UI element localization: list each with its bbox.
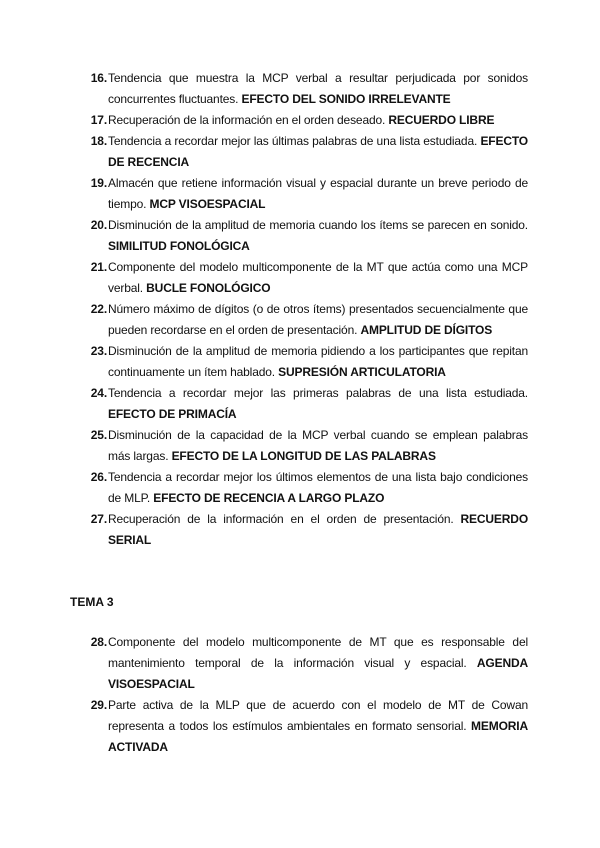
item-description: Almacén que retiene información visual y espacial durante un breve periodo de tiempo. bbox=[108, 176, 528, 211]
item-number: 27. bbox=[90, 512, 107, 526]
list-item bbox=[84, 425, 528, 467]
item-number: 21. bbox=[90, 260, 107, 274]
list-item bbox=[84, 299, 528, 341]
list-item bbox=[84, 467, 528, 509]
list-item bbox=[84, 509, 528, 551]
list-item bbox=[84, 110, 528, 131]
item-answer: SUPRESIÓN ARTICULATORIA bbox=[278, 365, 446, 379]
item-number: 29. bbox=[90, 698, 107, 712]
item-answer: EFECTO DE RECENCIA bbox=[108, 134, 528, 169]
list-item bbox=[84, 695, 528, 758]
list-item bbox=[84, 257, 528, 299]
item-description: Componente del modelo multicomponente de la MT que actúa como una MCP verbal. bbox=[108, 260, 528, 295]
item-description: Tendencia a recordar mejor las primeras palabras de una lista estudiada. bbox=[108, 386, 528, 400]
item-answer: BUCLE FONOLÓGICO bbox=[146, 281, 271, 295]
item-answer: MCP VISOESPACIAL bbox=[149, 197, 266, 211]
item-answer: EFECTO DE PRIMACÍA bbox=[108, 407, 237, 421]
item-number: 19. bbox=[90, 176, 107, 190]
section-heading: TEMA 3 bbox=[70, 595, 114, 609]
list-item bbox=[84, 383, 528, 425]
item-answer: MEMORIA ACTIVADA bbox=[108, 719, 528, 754]
item-answer: EFECTO DE RECENCIA A LARGO PLAZO bbox=[153, 491, 385, 505]
item-number: 22. bbox=[90, 302, 107, 316]
item-number: 23. bbox=[90, 344, 107, 358]
item-description: Disminución de la capacidad de la MCP verbal cuando se emplean palabras más largas. bbox=[108, 428, 528, 463]
list-item bbox=[84, 341, 528, 383]
item-description: Disminución de la amplitud de memoria pidiendo a los participantes que repitan continuamente un ítem hablado. bbox=[108, 344, 528, 379]
list-item bbox=[84, 68, 528, 110]
item-number: 17. bbox=[90, 113, 107, 127]
item-description: Disminución de la amplitud de memoria cuando los ítems se parecen en sonido. bbox=[108, 218, 528, 232]
item-number: 18. bbox=[90, 134, 107, 148]
item-answer: EFECTO DEL SONIDO IRRELEVANTE bbox=[241, 92, 451, 106]
item-description: Parte activa de la MLP que de acuerdo con el modelo de MT de Cowan representa a todos los estímulos ambientales en formato sensorial. bbox=[108, 698, 528, 733]
definitions-list-tema-3 bbox=[84, 632, 528, 758]
item-description: Tendencia a recordar mejor las últimas palabras de una lista estudiada. bbox=[108, 134, 478, 148]
list-item bbox=[84, 632, 528, 695]
list-item bbox=[84, 131, 528, 173]
item-number: 28. bbox=[90, 635, 107, 649]
item-description: Recuperación de la información en el orden de presentación. bbox=[108, 512, 454, 526]
item-answer: EFECTO DE LA LONGITUD DE LAS PALABRAS bbox=[171, 449, 436, 463]
item-number: 25. bbox=[90, 428, 107, 442]
list-item bbox=[84, 173, 528, 215]
item-description: Recuperación de la información en el orden deseado. bbox=[108, 113, 386, 127]
item-number: 20. bbox=[90, 218, 107, 232]
item-description: Componente del modelo multicomponente de MT que es responsable del mantenimiento temporal de la información visual y espacial. bbox=[108, 635, 528, 670]
item-number: 24. bbox=[90, 386, 107, 400]
item-answer: RECUERDO SERIAL bbox=[108, 512, 529, 547]
item-answer: RECUERDO LIBRE bbox=[388, 113, 495, 127]
item-description: Tendencia a recordar mejor los últimos elementos de una lista bajo condiciones de MLP. bbox=[108, 470, 528, 505]
definitions-list-tema-2 bbox=[84, 68, 528, 551]
item-answer: AGENDA VISOESPACIAL bbox=[108, 656, 529, 691]
item-answer: AMPLITUD DE DÍGITOS bbox=[360, 323, 493, 337]
item-description: Número máximo de dígitos (o de otros ítems) presentados secuencialmente que pueden recordarse en el orden de presentación. bbox=[108, 302, 528, 337]
item-description: Tendencia que muestra la MCP verbal a resultar perjudicada por sonidos concurrentes fluctuantes. bbox=[108, 71, 528, 106]
item-number: 26. bbox=[90, 470, 107, 484]
item-number: 16. bbox=[90, 71, 107, 85]
item-answer: SIMILITUD FONOLÓGICA bbox=[108, 239, 250, 253]
list-item bbox=[84, 215, 528, 257]
